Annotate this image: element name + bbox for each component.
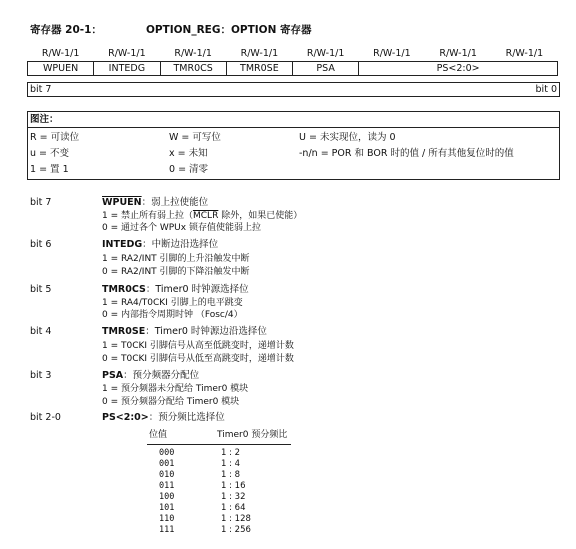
- bit-value-cell: 000: [159, 448, 175, 459]
- legend-item: W = 可写位: [169, 132, 221, 143]
- access-cell: R/W-1/1: [41, 48, 80, 60]
- register-name: OPTION_REG：OPTION 寄存器: [145, 24, 312, 36]
- field-cell-intedg: INTEDG: [94, 62, 160, 76]
- legend-item: 0 = 清零: [169, 164, 209, 175]
- bit-left-label: bit 7: [30, 84, 52, 95]
- register-bit-table: [27, 47, 558, 76]
- field-desc: ：Timer0 时钟源边沿选择位: [145, 326, 267, 337]
- field-cell-tmr0cs: TMR0CS: [160, 62, 226, 76]
- field-desc: ：Timer0 时钟源选择位: [145, 284, 249, 295]
- prescaler-header-ratio: Timer0 预分频比: [217, 430, 291, 444]
- field-heading-intedg: [102, 239, 218, 250]
- field-cell-psa: PSA: [293, 62, 359, 76]
- register-label: 寄存器 20-1：: [30, 24, 102, 36]
- table-row: [147, 503, 291, 514]
- field-desc: ：中断边沿选择位: [142, 239, 219, 250]
- access-cell: R/W-1/1: [108, 48, 146, 60]
- field-cell-ps: PS<2:0>: [359, 62, 558, 76]
- table-row: [147, 525, 291, 536]
- option-text: 除外，如果已使能）: [218, 211, 303, 221]
- option-line: 0 = RA2/INT 引脚的下降沿触发中断: [102, 267, 250, 277]
- register-title: [30, 24, 312, 37]
- ratio-cell: 1 : 32: [221, 492, 246, 503]
- bit-label: bit 4: [30, 326, 52, 337]
- bit-value-cell: 100: [159, 492, 175, 503]
- prescaler-table: [147, 430, 291, 536]
- legend-item: R = 可读位: [30, 132, 80, 143]
- field-heading-tmr0cs: [102, 284, 249, 295]
- ratio-cell: 1 : 2: [221, 448, 241, 459]
- legend-divider: [28, 127, 559, 128]
- legend-item: U = 未实现位，读为 0: [299, 132, 396, 143]
- field-heading-psa: [102, 370, 199, 381]
- field-cell-wpuen: WPUEN: [28, 62, 94, 76]
- field-name: TMR0SE: [102, 326, 146, 337]
- option-line: [102, 211, 302, 222]
- bit-value-cell: 110: [159, 514, 175, 525]
- access-cell: R/W-1/1: [373, 48, 411, 60]
- field-desc: ：预分频器分配位: [123, 370, 200, 381]
- legend-item: u = 不变: [30, 148, 70, 159]
- field-name: PS<2:0>: [102, 412, 149, 423]
- bit-label: bit 3: [30, 370, 52, 381]
- field-heading-wpuen: [102, 197, 208, 208]
- bit-value-cell: 001: [159, 459, 175, 470]
- table-row: [147, 470, 291, 481]
- access-cell: R/W-1/1: [439, 48, 477, 60]
- bit-label: bit 5: [30, 284, 52, 295]
- field-name: TMR0CS: [102, 284, 146, 295]
- access-cell: R/W-1/1: [174, 48, 212, 60]
- mclr-text: MCLR: [193, 211, 219, 221]
- prescaler-header-bitvalue: 位值: [147, 430, 217, 444]
- legend-item: 1 = 置 1: [30, 164, 69, 175]
- bit-range-row: [27, 82, 560, 97]
- table-row: [147, 481, 291, 492]
- legend-title: 图注：: [30, 114, 59, 125]
- access-cell: R/W-1/1: [505, 48, 544, 60]
- field-row: [28, 62, 558, 76]
- option-line: 0 = T0CKI 引脚信号从低至高跳变时，递增计数: [102, 354, 294, 364]
- ratio-cell: 1 : 64: [221, 503, 246, 514]
- bit-value-cell: 011: [159, 481, 175, 492]
- table-row: [147, 459, 291, 470]
- table-row: [147, 492, 291, 503]
- field-name: INTEDG: [102, 239, 143, 250]
- field-cell-tmr0se: TMR0SE: [226, 62, 292, 76]
- field-name: WPUEN: [102, 197, 142, 208]
- legend-item: -n/n = POR 和 BOR 时的值 / 所有其他复位时的值: [299, 148, 514, 159]
- field-desc: ：预分频比选择位: [148, 412, 225, 423]
- bit-right-label: bit 0: [535, 84, 557, 95]
- bit-label: bit 7: [30, 197, 52, 208]
- ratio-cell: 1 : 8: [221, 470, 241, 481]
- option-text: 1 = 禁止所有弱上拉（: [102, 211, 193, 221]
- table-row: [147, 514, 291, 525]
- option-line: 1 = T0CKI 引脚信号从高至低跳变时，递增计数: [102, 341, 294, 351]
- option-line: 1 = 预分频器未分配给 Timer0 模块: [102, 384, 249, 394]
- option-line: 0 = 内部指令周期时钟 （Fosc/4）: [102, 310, 243, 320]
- prescaler-header-row: [147, 430, 291, 444]
- legend-item: x = 未知: [169, 148, 208, 159]
- bit-value-cell: 010: [159, 470, 175, 481]
- access-cell: R/W-1/1: [240, 48, 279, 60]
- field-name: PSA: [102, 370, 124, 381]
- table-row: [147, 444, 291, 459]
- ratio-cell: 1 : 4: [221, 459, 241, 470]
- option-line: 0 = 预分频器分配给 Timer0 模块: [102, 397, 240, 407]
- ratio-cell: 1 : 256: [221, 525, 251, 536]
- option-line: 1 = RA2/INT 引脚的上升沿触发中断: [102, 254, 250, 264]
- option-line: 1 = RA4/T0CKI 引脚上的电平跳变: [102, 298, 243, 308]
- field-desc: ：弱上拉使能位: [141, 197, 209, 208]
- bit-value-cell: 111: [159, 525, 175, 536]
- field-heading-ps: [102, 412, 225, 423]
- ratio-cell: 1 : 16: [221, 481, 246, 492]
- option-line: 0 = 通过各个 WPUx 锁存值使能弱上拉: [102, 223, 261, 233]
- legend-box: [27, 111, 560, 180]
- access-cell: R/W-1/1: [306, 48, 345, 60]
- bit-label: bit 2-0: [30, 412, 61, 423]
- bit-value-cell: 101: [159, 503, 175, 514]
- field-heading-tmr0se: [102, 326, 267, 337]
- access-row: [28, 47, 558, 62]
- ratio-cell: 1 : 128: [221, 514, 251, 525]
- bit-label: bit 6: [30, 239, 52, 250]
